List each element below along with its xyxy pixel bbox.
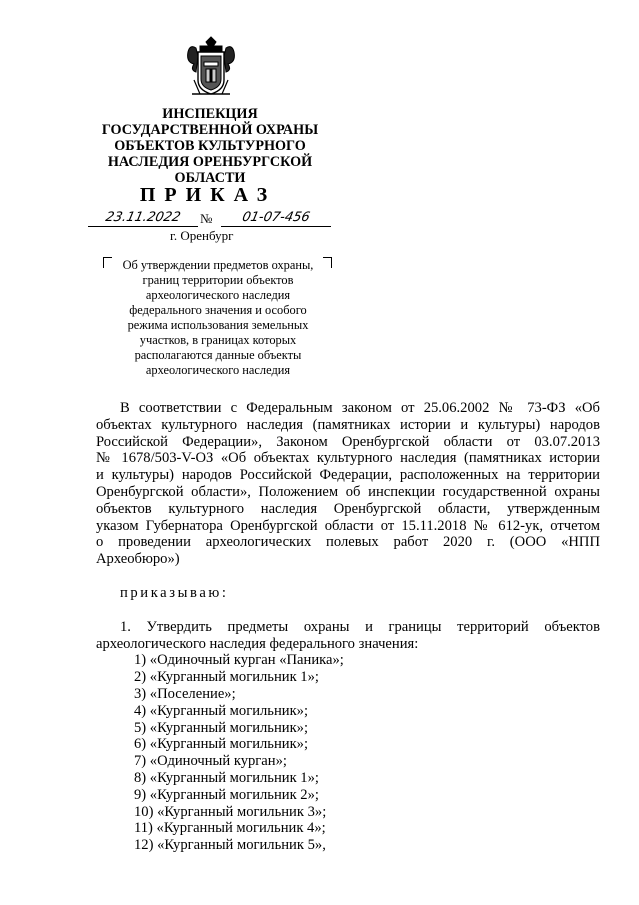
- item-1-line: археологического наследия федерального значения:: [96, 635, 419, 652]
- order-number: 01-07-456: [240, 210, 312, 225]
- org-line: ОБЛАСТИ: [174, 170, 246, 186]
- subject-line: располагаются данные объекты: [134, 348, 302, 362]
- preamble-line: Археобюро»): [96, 551, 180, 568]
- object-list-item: 6) «Курганный могильник»;: [134, 736, 309, 753]
- org-line: ГОСУДАРСТВЕННОЙ ОХРАНЫ: [101, 122, 319, 138]
- preamble-line: № 1678/503-V-ОЗ «Об объектах культурного наследия (памятниках истории: [96, 450, 600, 467]
- preamble-line: объектов культурного наследия Оренбургской области, утвержденным: [96, 500, 600, 517]
- subject-line: федерального значения и особого: [129, 303, 307, 317]
- subject-line: археологического наследия: [145, 288, 291, 302]
- city: г. Оренбург: [170, 228, 234, 243]
- org-line: ОБЪЕКТОВ КУЛЬТУРНОГО: [114, 138, 306, 154]
- object-list-item: 9) «Курганный могильник 2»;: [134, 786, 319, 803]
- order-body: [96, 400, 600, 854]
- object-list-item: 3) «Поселение»;: [134, 685, 236, 702]
- subject-line: режима использования земельных: [127, 318, 309, 332]
- coat-of-arms-emblem: [186, 36, 236, 98]
- object-list-item: 1) «Одиночный курган «Паника»;: [134, 652, 344, 669]
- item-1-line: 1. Утвердить предметы охраны и границы территорий объектов: [120, 618, 600, 635]
- org-line: ИНСПЕКЦИЯ: [162, 106, 258, 122]
- object-list-item: 8) «Курганный могильник 1»;: [134, 769, 319, 786]
- preamble-line: объектах культурного наследия (памятниках истории и культуры) народов: [96, 416, 600, 433]
- object-list-item: 4) «Курганный могильник»;: [134, 702, 309, 719]
- preamble-line: указом Губернатора Оренбургской области от 15.11.2018 № 612-ук, отчетом: [96, 517, 600, 534]
- preamble-line: Оренбургской области», Положением об инспекции государственной охраны: [96, 483, 600, 500]
- spacer: [96, 602, 600, 619]
- number-sign: №: [200, 211, 213, 226]
- object-list-item: 11) «Курганный могильник 4»;: [134, 820, 326, 837]
- preamble-line: В соответствии с Федеральным законом от 25.06.2002 № 73-ФЗ «Об: [120, 400, 600, 416]
- document-type-title: ПРИКАЗ: [139, 184, 277, 206]
- subject-line: участков, в границах которых: [139, 333, 297, 347]
- date-number-line: [88, 210, 333, 230]
- spacer: [96, 568, 600, 585]
- order-subject: [104, 258, 332, 378]
- date-underline: [88, 226, 198, 227]
- preamble-line: Российской Федерации», Законом Оренбургской области от 03.07.2013: [96, 433, 600, 450]
- order-word: приказываю:: [120, 584, 229, 601]
- subject-line: археологического наследия: [145, 363, 291, 377]
- object-list-item: 7) «Одиночный курган»;: [134, 753, 287, 770]
- object-list-item: 10) «Курганный могильник 3»;: [134, 803, 327, 820]
- object-list-item: 12) «Курганный могильник 5»,: [134, 837, 326, 854]
- subject-line: Об утверждении предметов охраны,: [122, 258, 314, 272]
- order-date: 23.11.2022: [104, 210, 182, 225]
- object-list-item: 5) «Курганный могильник»;: [134, 719, 309, 736]
- object-list-item: 2) «Курганный могильник 1»;: [134, 669, 319, 686]
- number-underline: [221, 226, 331, 227]
- preamble-line: и культуры) народов Российской Федерации, расположенных на территории: [96, 467, 600, 484]
- organization-name: [70, 106, 350, 186]
- org-line: НАСЛЕДИЯ ОРЕНБУРГСКОЙ: [107, 154, 313, 170]
- subject-line: границ территории объектов: [142, 273, 294, 287]
- preamble-line: о проведении археологических полевых работ 2020 г. (ООО «НПП: [96, 534, 600, 551]
